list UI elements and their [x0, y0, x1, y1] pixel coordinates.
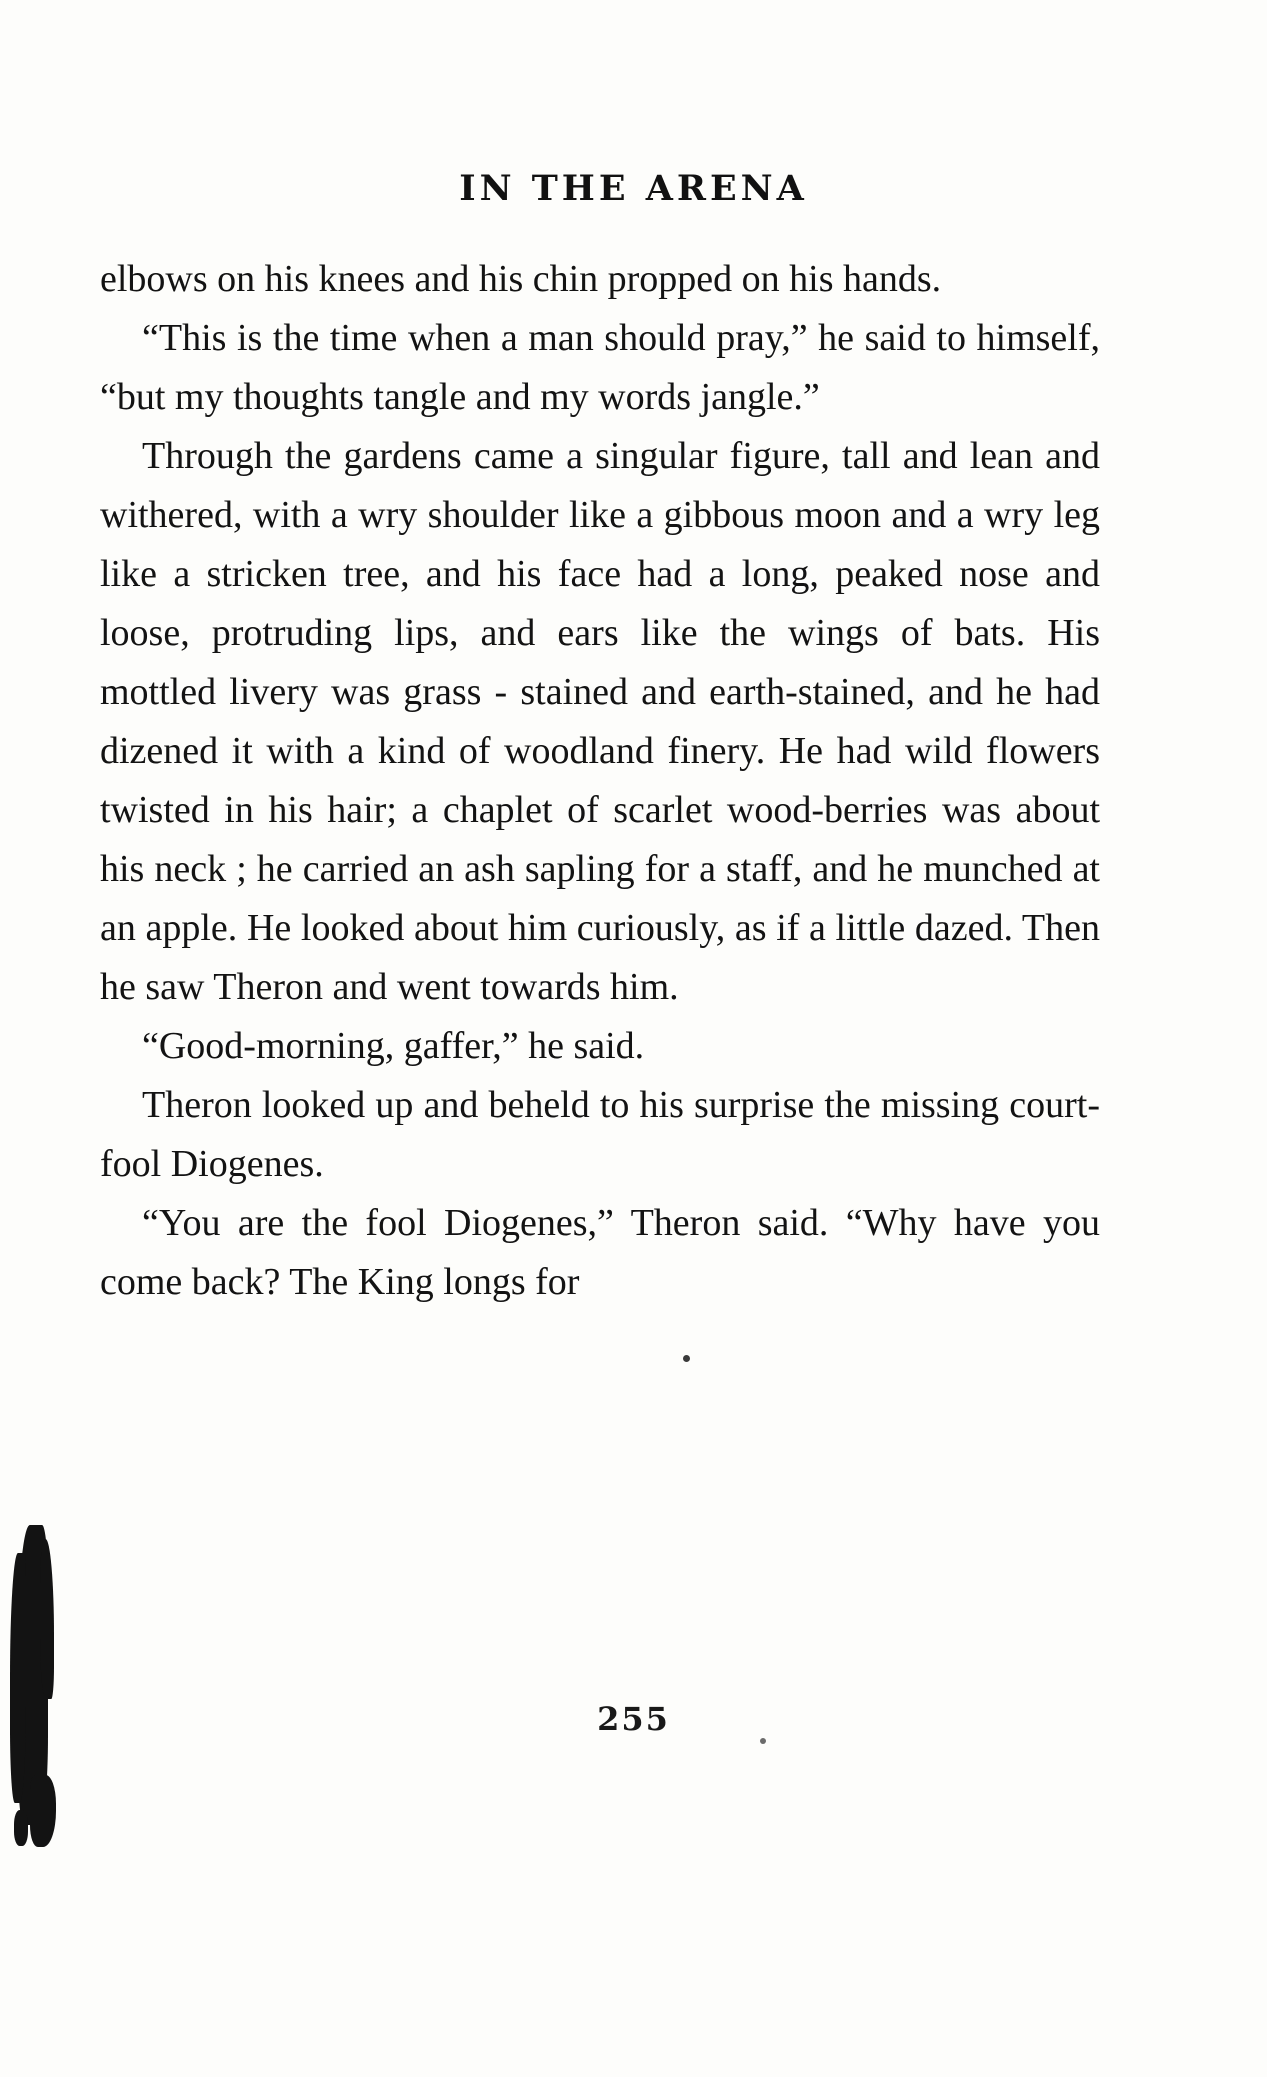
ink-speck: [683, 1355, 690, 1362]
page-body: [100, 250, 1100, 1312]
running-head: IN THE ARENA: [459, 168, 808, 209]
paragraph: elbows on his knees and his chin propped on his hands.: [100, 258, 942, 300]
page-number: 255: [597, 1700, 670, 1738]
paragraph: Through the gardens came a singular figure, tall and lean and withered, with a wry shoulder like a gibbous moon and a wry leg like a stricken tree, and his face had a long, peaked nose and loose, protruding lips, and ears like the wings of bats. His mottled livery was grass - stained and earth-stained, and he had dizened it with a kind of woodland finery. He had wild flowers twisted in his hair; a chaplet of scarlet wood-berries was about his neck ; he carried an ash sapling for a staff, and he munched at an apple. He looked about him curiously, as if a little dazed. Then he saw Theron and went towards him.: [100, 435, 1100, 1008]
paragraph: “Good-morning, gaffer,” he said.: [142, 1025, 645, 1067]
page-edge-smudge: [10, 1525, 58, 1835]
paragraph: “This is the time when a man should pray,” he said to himself, “but my thoughts tangle and my words jangle.”: [100, 317, 1100, 418]
paragraph: Theron looked up and beheld to his surprise the missing court-fool Diogenes.: [100, 1084, 1100, 1185]
ink-dot: [760, 1738, 766, 1744]
paragraph: “You are the fool Diogenes,” Theron said. “Why have you come back? The King longs for: [100, 1202, 1100, 1303]
